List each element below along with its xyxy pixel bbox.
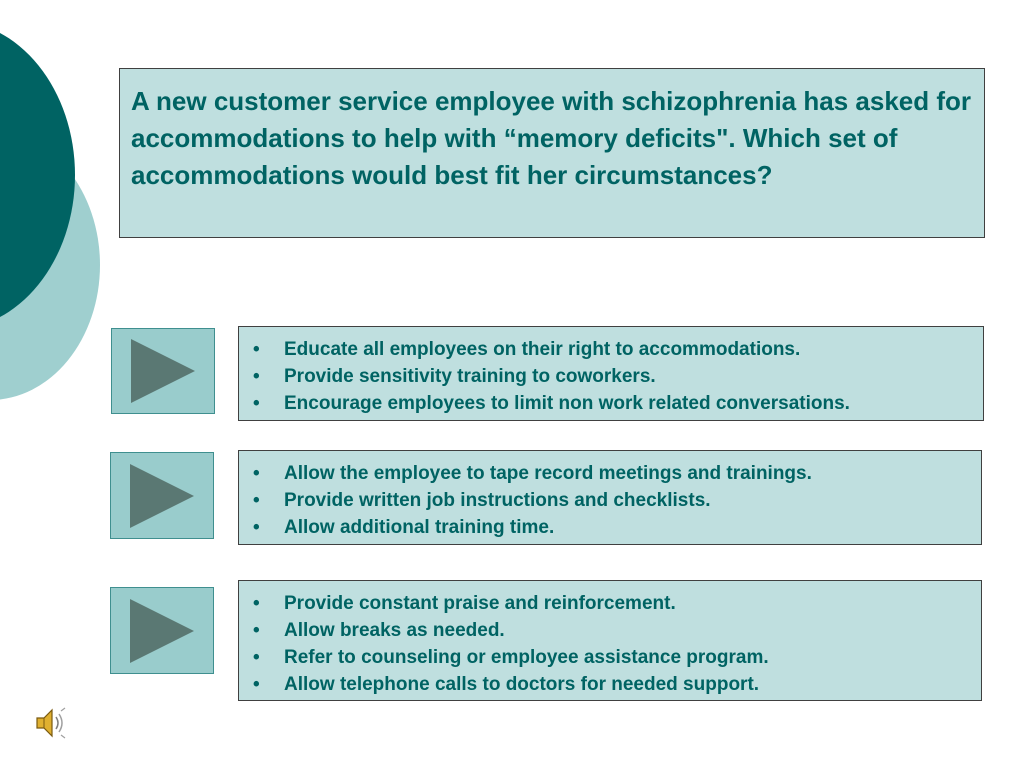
question-box bbox=[119, 68, 985, 238]
list-item bbox=[251, 644, 971, 671]
option-2-item-3: Allow additional training time. bbox=[284, 517, 555, 538]
play-triangle-icon bbox=[130, 599, 194, 663]
option-1-item-1: Educate all employees on their right to accommodations. bbox=[284, 339, 801, 360]
option-1-item-3: Encourage employees to limit non work related conversations. bbox=[284, 393, 850, 414]
speaker-icon[interactable] bbox=[34, 706, 68, 740]
list-item bbox=[251, 390, 973, 417]
option-1-box[interactable] bbox=[238, 326, 984, 421]
option-2-list bbox=[251, 460, 971, 541]
question-text: A new customer service employee with schizophrenia has asked for accommodations to help with “memory deficits". Which set of accommodations would best fit her circumstances? bbox=[131, 86, 971, 190]
list-item bbox=[251, 487, 971, 514]
bullet: • bbox=[253, 339, 260, 360]
play-triangle-icon bbox=[130, 464, 194, 528]
list-item bbox=[251, 514, 971, 541]
bullet: • bbox=[253, 593, 260, 614]
option-2-item-2: Provide written job instructions and checklists. bbox=[284, 490, 711, 511]
bullet: • bbox=[253, 620, 260, 641]
list-item bbox=[251, 336, 973, 363]
list-item bbox=[251, 617, 971, 644]
option-3-list bbox=[251, 590, 971, 698]
option-3-play-button[interactable] bbox=[110, 587, 214, 674]
list-item bbox=[251, 363, 973, 390]
bullet: • bbox=[253, 393, 260, 414]
option-3-item-1: Provide constant praise and reinforcement. bbox=[284, 593, 676, 614]
bullet: • bbox=[253, 517, 260, 538]
option-2-play-button[interactable] bbox=[110, 452, 214, 539]
option-1-play-button[interactable] bbox=[111, 328, 215, 414]
bullet: • bbox=[253, 674, 260, 695]
list-item bbox=[251, 460, 971, 487]
bullet: • bbox=[253, 366, 260, 387]
option-2-item-1: Allow the employee to tape record meetings and trainings. bbox=[284, 463, 812, 484]
list-item bbox=[251, 590, 971, 617]
option-1-item-2: Provide sensitivity training to coworkers. bbox=[284, 366, 656, 387]
option-3-item-3: Refer to counseling or employee assistance program. bbox=[284, 647, 769, 668]
option-2-box[interactable] bbox=[238, 450, 982, 545]
option-3-box[interactable] bbox=[238, 580, 982, 701]
option-1-list bbox=[251, 336, 973, 417]
bullet: • bbox=[253, 647, 260, 668]
list-item bbox=[251, 671, 971, 698]
bullet: • bbox=[253, 490, 260, 511]
bullet: • bbox=[253, 463, 260, 484]
option-3-item-4: Allow telephone calls to doctors for needed support. bbox=[284, 674, 760, 695]
option-3-item-2: Allow breaks as needed. bbox=[284, 620, 505, 641]
play-triangle-icon bbox=[131, 339, 195, 403]
